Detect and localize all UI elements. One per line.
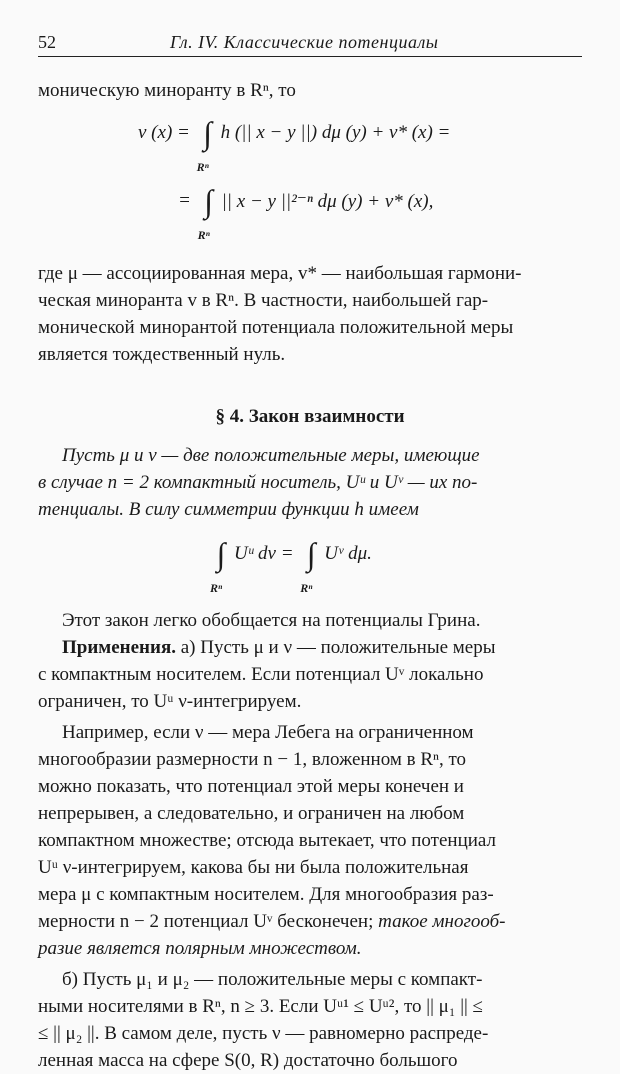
formula-1-lhs: v (x) =	[138, 122, 190, 143]
text-line: многообразии размерности n − 1, вложенном в Rⁿ, то	[38, 749, 467, 770]
paragraph-5	[38, 719, 582, 962]
text-line: в случае n = 2 компактный носитель, Uᵘ и Uᵛ — их по-	[38, 472, 478, 493]
book-page	[38, 30, 582, 1074]
paragraph-3: Этот закон легко обобщается на потенциалы Грина.	[62, 610, 481, 631]
integral-sign: ∫ Rⁿ	[197, 183, 213, 242]
text-line: Пусть μ и ν — две положительные меры, имеющие	[62, 445, 480, 466]
formula-1	[38, 104, 582, 254]
text-line: монической минорантой потенциала положительной меры	[38, 317, 514, 338]
text-line: мерности n − 2 потенциал Uᵛ бесконечен;	[38, 911, 374, 932]
integral-sign: ∫ Rⁿ	[210, 536, 226, 595]
applications-label: Применения.	[62, 637, 176, 658]
formula-2-left: Uᵘ dν =	[234, 543, 294, 564]
text-line: мера μ с компактным носителем. Для многообразия раз-	[38, 884, 494, 905]
formula-1-body-1: h (|| x − y ||) dμ (y) + v* (x) =	[220, 122, 451, 143]
integral-sign: ∫ Rⁿ	[300, 536, 316, 595]
text-line: б) Пусть μ₁ и μ₂ — положительные меры с компакт-	[62, 969, 483, 990]
text-line: где μ — ассоциированная мера, v* — наибольшая гармони-	[38, 263, 522, 284]
text-line: ленная масса на сфере S(0, R) достаточно большого	[38, 1050, 458, 1071]
text-line: ограничен, то Uᵘ ν-интегрируем.	[38, 691, 302, 712]
integral-sign: ∫ Rⁿ	[196, 115, 212, 174]
text-line: можно показать, что потенциал этой меры конечен и	[38, 776, 464, 797]
formula-2	[38, 523, 582, 607]
formula-2-right: Uᵛ dμ.	[324, 543, 372, 564]
formula-1-eq2: =	[178, 190, 191, 211]
text-line: тенциалы. В силу симметрии функции h имеем	[38, 499, 419, 520]
text-line: компактном множестве; отсюда вытекает, что потенциал	[38, 830, 497, 851]
text-line: ≤ || μ₂ ||. В самом деле, пусть ν — равномерно распреде-	[38, 1023, 489, 1044]
page-header	[38, 30, 582, 57]
text-line: является тождественный нуль.	[38, 344, 286, 365]
text-line: с компактным носителем. Если потенциал Uᵛ локально	[38, 664, 484, 685]
section-title: § 4. Закон взаимности	[215, 406, 405, 427]
text-line: разие является полярным множеством.	[38, 938, 362, 959]
formula-1-body-2: || x − y ||²⁻ⁿ dμ (y) + v* (x),	[221, 190, 434, 212]
page-number: 52	[38, 32, 56, 52]
running-title: Гл. IV. Классические потенциалы	[170, 32, 439, 52]
paragraph-2	[38, 260, 582, 368]
text-line: ными носителями в Rⁿ, n ≥ 3. Если Uᵘ¹ ≤ Uᵘ², то || μ₁ || ≤	[38, 996, 483, 1017]
text-line: ческая миноранта v в Rⁿ. В частности, наибольшей гар-	[38, 290, 489, 311]
paragraph-1: моническую миноранту в Rⁿ, то	[38, 80, 296, 101]
text-line: Uᵘ ν-интегрируем, какова бы ни была положительная	[38, 857, 469, 878]
paragraph-6	[38, 966, 582, 1074]
text-line: непрерывен, а следовательно, и ограничен на любом	[38, 803, 465, 824]
text-line: Например, если ν — мера Лебега на ограниченном	[62, 722, 474, 743]
text-line: такое многооб-	[373, 911, 506, 932]
text-line: а) Пусть μ и ν — положительные меры	[175, 637, 496, 658]
paragraph-4	[38, 634, 582, 715]
theorem-text	[38, 442, 582, 523]
